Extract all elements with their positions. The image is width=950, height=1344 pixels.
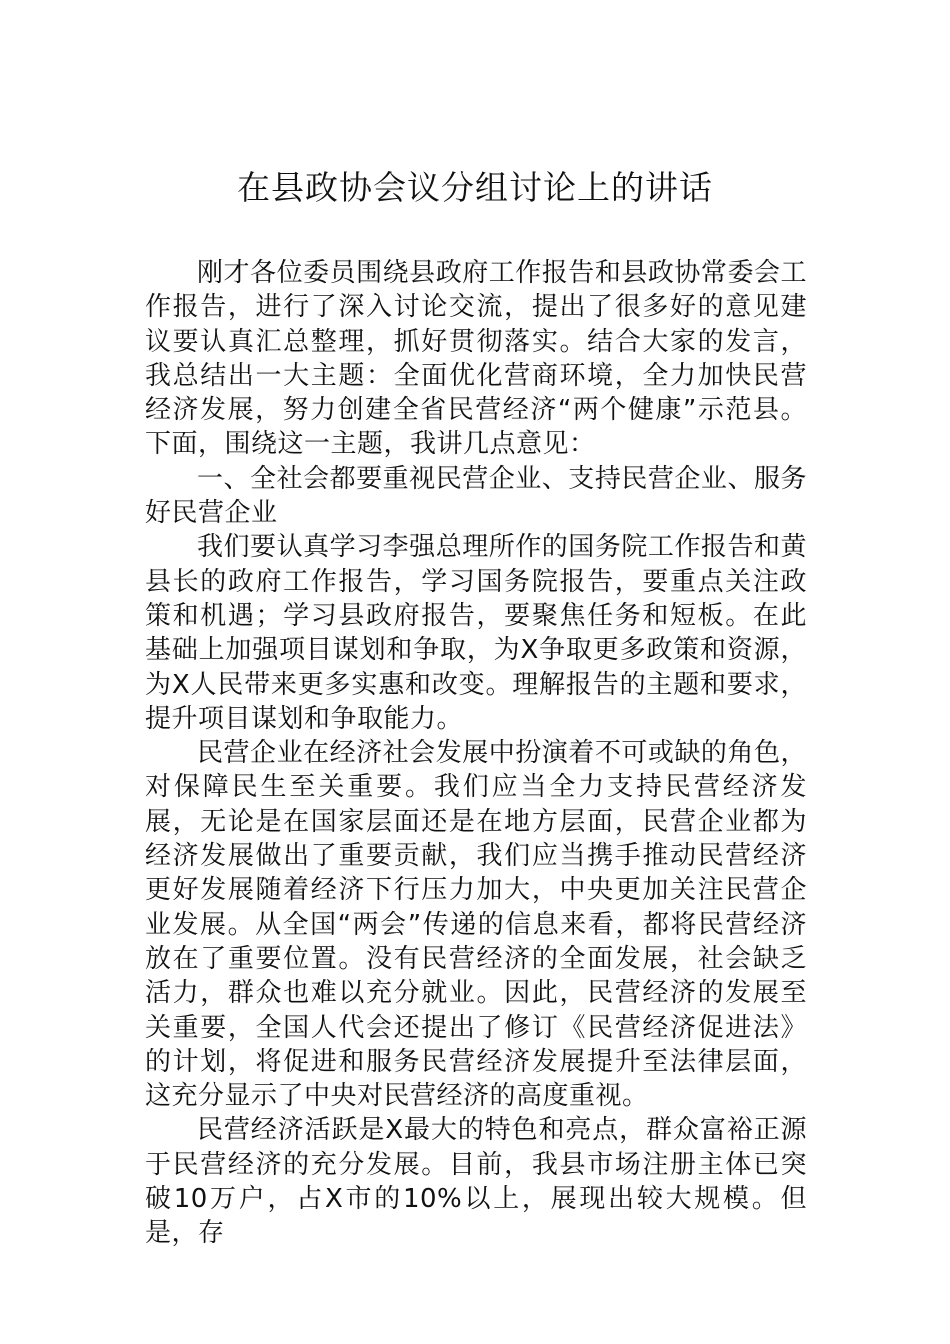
paragraph-intro: 刚才各位委员围绕县政府工作报告和县政协常委会工作报告，进行了深入讨论交流，提出了很多好的意见建议要认真汇总整理，抓好贯彻落实。结合大家的发言，我总结出一大主题：全面优化营商环境，全力加快民营经济发展，努力创建全省民营经济“两个健康”示范县。下面，围绕这一主题，我讲几点意见： [145, 258, 807, 460]
document-body [145, 256, 807, 1251]
paragraph-private-economy-status: 民营经济活跃是X最大的特色和亮点，群众富裕正源于民营经济的充分发展。目前，我县市场注册主体已突破10万户，占X市的10%以上，展现出较大规模。但是，存 [145, 1115, 807, 1249]
paragraph-study-reports: 我们要认真学习李强总理所作的国务院工作报告和黄县长的政府工作报告，学习国务院报告，要重点关注政策和机遇；学习县政府报告，要聚焦任务和短板。在此基础上加强项目谋划和争取，为X争取更多政策和资源，为X人民带来更多实惠和改变。理解报告的主题和要求，提升项目谋划和争取能力。 [145, 532, 807, 734]
section-heading-1: 一、全社会都要重视民营企业、支持民营企业、服务好民营企业 [145, 463, 807, 529]
paragraph-private-enterprise-role: 民营企业在经济社会发展中扮演着不可或缺的角色，对保障民生至关重要。我们应当全力支持民营经济发展，无论是在国家层面还是在地方层面，民营企业都为经济发展做出了重要贡献，我们应当携手推动民营经济更好发展随着经济下行压力加大，中央更加关注民营企业发展。从全国“两会”传递的信息来看，都将民营经济放在了重要位置。没有民营经济的全面发展，社会缺乏活力，群众也难以充分就业。因此，民营经济的发展至关重要，全国人代会还提出了修订《民营经济促进法》的计划，将促进和服务民营经济发展提升至法律层面，这充分显示了中央对民营经济的高度重视。 [145, 738, 807, 1112]
document-title: 在县政协会议分组讨论上的讲话 [237, 168, 713, 207]
